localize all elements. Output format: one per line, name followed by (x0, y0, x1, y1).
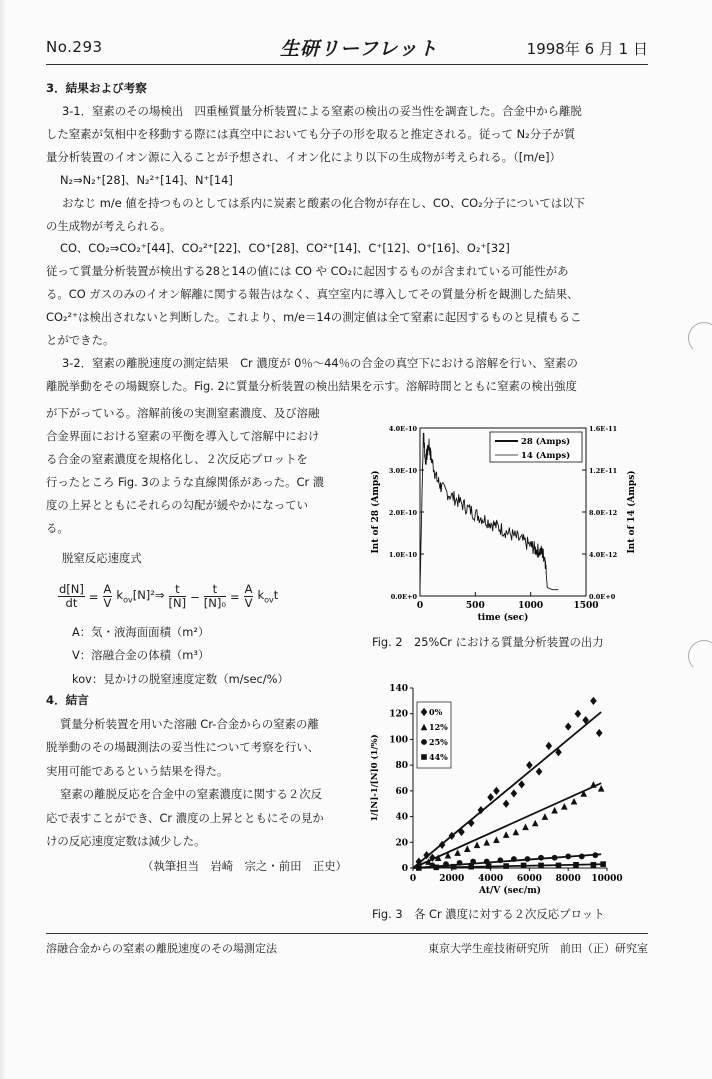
section-3-heading: 3．結果および考察 (46, 81, 147, 95)
y-tick-label: 20 (395, 838, 408, 849)
fit-line (413, 783, 601, 868)
y-tick-label: 80 (395, 761, 408, 772)
data-point-diamond (575, 710, 582, 718)
x-tick-label: 0 (409, 874, 417, 884)
data-point-diamond (546, 742, 553, 750)
x-tick-label: 500 (465, 601, 485, 611)
fig3-chart (365, 680, 645, 905)
y-tick-label: 140 (389, 684, 408, 694)
text-line: 従って質量分析装置が検出する28と14の値には CO や CO₂に起因するものが含まれている可能性があ (46, 264, 569, 279)
data-point-triangle (522, 824, 529, 831)
punch-hole-mark (688, 640, 712, 672)
data-point-diamond (526, 761, 533, 769)
y-tick-label: 0.0E+0 (390, 593, 417, 601)
text-line: A：気・液海面面積（m²） (72, 625, 210, 639)
text-line: 実用可能であるという結果を得た。 (46, 763, 229, 778)
y-tick-label: 40 (395, 812, 408, 823)
scan-edge (0, 0, 6, 1079)
x-tick-label: 2000 (439, 874, 465, 884)
x-tick-label: 6000 (516, 874, 542, 884)
data-point-triangle (542, 813, 549, 820)
data-point-diamond (590, 697, 597, 705)
authors: （執筆担当 岩崎 宗之・前田 正史） (142, 859, 348, 873)
footer-rule (46, 933, 648, 934)
legend-label: 44% (429, 752, 448, 762)
text-line: 3-1．窒素のその場検出 四重極質量分析装置による窒素の検出の妥当性を調査した。合金中から離脱 (62, 104, 582, 118)
text-line: る合金の窒素濃度を規格化し、２次反応プロットを (46, 451, 308, 466)
data-point-triangle (493, 836, 500, 843)
x-tick-label: 8000 (555, 874, 581, 884)
data-point-triangle (454, 849, 461, 856)
y-axis-label: 1/[N]-1/[N]0 (1/%) (370, 734, 380, 822)
data-point-diamond (493, 787, 500, 795)
data-point-diamond (503, 800, 510, 808)
legend-label-14: 14 (Amps) (521, 451, 571, 461)
legend-label: 12% (429, 722, 448, 732)
x-axis-label: At/V (sec/m) (479, 886, 541, 896)
rate-equation: $\frac{d[N]}{dt}$ = $\frac{A}{V}$ $k_{ov}[N]^2\Rightarrow$ $\frac{t}{[N]}$ − $\frac{t}{\text{[N]₀}}$ = $\frac{A}{V}$ $k_{ov}t$ (59, 582, 279, 610)
equation-title: 脱窒反応速度式 (62, 551, 142, 565)
y2-tick-label: 8.0E-12 (589, 509, 618, 517)
data-point-triangle (598, 785, 605, 792)
data-point-triangle (551, 807, 558, 814)
y-tick-label: 100 (389, 735, 408, 746)
issue-number: No.293 (46, 38, 103, 56)
legend-marker-square (421, 754, 427, 760)
text-line: CO₂²⁺は検出されないと判断した。これより、m/e＝14の測定値は全て窒素に起因するものと見積もるこ (46, 310, 582, 325)
data-point-diamond (596, 729, 603, 737)
x-tick-label: 1500 (573, 601, 599, 611)
y-tick-label: 1.0E-10 (388, 551, 417, 559)
data-point-triangle (464, 845, 471, 852)
y-tick-label: 2.0E-10 (388, 509, 417, 517)
data-point-triangle (483, 839, 490, 846)
fig2-caption: Fig. 2 25%Cr における質量分析装置の出力 (372, 635, 604, 649)
text-line: けの反応速度定数は減少した。 (46, 834, 206, 848)
data-point-triangle (474, 842, 481, 849)
data-point-diamond (487, 793, 494, 801)
data-point-diamond (511, 789, 518, 797)
data-point-diamond (565, 722, 572, 730)
fig2-chart (368, 418, 640, 633)
fig3-caption: Fig. 3 各 Cr 濃度に対する２次反応プロット (372, 907, 605, 921)
y-tick-label: 3.0E-10 (388, 467, 417, 475)
data-point-triangle (513, 829, 520, 836)
text-line: V：溶融合金の体積（m³） (72, 648, 210, 663)
text-line: 行ったところ Fig. 3のような直線関係があった。Cr 濃 (46, 474, 325, 489)
data-point-triangle (503, 831, 510, 838)
text-line: N₂⇒N₂⁺[28]、N₂²⁺[14]、N⁺[14] (60, 172, 233, 187)
x-tick-label: 10000 (591, 874, 623, 884)
text-line: の生成物が考えられる。 (46, 218, 172, 233)
y2-tick-label: 0.0E+0 (589, 593, 616, 601)
x-tick-label: 0 (416, 601, 424, 611)
text-line: した窒素が気相中を移動する際には真空中においても分子の形を取ると推定される。従って N₂分子が質 (46, 126, 576, 141)
text-line: る。CO ガスのみのイオン解離に関する報告はなく、真空室内に導入してその質量分析を観測した結果、 (46, 287, 579, 302)
legend-marker-circle (421, 739, 427, 745)
data-point-triangle (571, 798, 578, 805)
text-line: 脱挙動のその場観測法の妥当性について考察を行い、 (46, 740, 320, 755)
text-line: 合金界面における窒素の平衡を導入して溶解中におけ (46, 428, 320, 443)
x-tick-label: 1000 (518, 601, 544, 611)
y2-axis-label: Int of 14 (Amps) (627, 470, 637, 554)
text-line: る。 (46, 520, 69, 535)
data-point-triangle (532, 820, 539, 827)
x-tick-label: 4000 (478, 874, 504, 884)
newsletter-title: 生研リーフレット (280, 38, 439, 60)
x-axis-label: time (sec) (477, 613, 529, 623)
data-point-diamond (536, 767, 543, 775)
punch-hole-mark (688, 322, 712, 354)
legend-label: 25% (429, 737, 448, 747)
header-rule (46, 64, 648, 65)
y2-tick-label: 1.2E-11 (589, 467, 618, 475)
y-tick-label: 0 (401, 864, 408, 874)
legend-label: 0% (429, 707, 443, 717)
data-point-triangle (561, 803, 568, 810)
data-point-diamond (518, 780, 525, 788)
y-tick-label: 60 (395, 786, 408, 797)
legend-label-28: 28 (Amps) (521, 437, 571, 447)
section-4-heading: 4．結言 (46, 693, 89, 707)
text-line: kov：見かけの脱窒速度定数（m/sec/%） (72, 671, 289, 686)
text-line: とができた。 (46, 333, 115, 347)
text-line: が下がっている。溶解前後の実測窒素濃度、及び溶融 (46, 406, 320, 420)
text-line: 質量分析装置を用いた溶融 Cr-合金からの窒素の離 (60, 717, 319, 731)
text-line: 量分析装置のイオン源に入ることが予想され、イオン化により以下の生成物が考えられる。（[m/e]） (46, 149, 561, 164)
y-tick-label: 4.0E-10 (388, 425, 417, 433)
text-line: 窒素の離脱反応を合金中の窒素濃度に関する２次反 (60, 787, 322, 802)
text-line: 離脱挙動をその場観察した。Fig. 2に質量分析装置の検出結果を示す。溶解時間とともに窒素の検出強度 (46, 378, 577, 393)
footer-left: 溶融合金からの窒素の離脱速度のその場測定法 (46, 942, 277, 955)
footer-right: 東京大学生産技術研究所 前田（正）研究室 (428, 942, 648, 955)
y-tick-label: 120 (389, 709, 408, 720)
issue-date: 1998年 6 月 1 日 (526, 40, 648, 58)
text-line: 3-2．窒素の離脱速度の測定結果 Cr 濃度が 0％～44％の合金の真空下における溶解を行い、窒素の (62, 355, 578, 370)
y2-tick-label: 1.6E-11 (589, 425, 618, 433)
text-line: おなじ m/e 値を持つものとしては系内に炭素と酸素の化合物が存在し、CO、CO₂分子については以下 (62, 195, 585, 210)
y2-tick-label: 4.0E-12 (589, 551, 618, 559)
text-line: 応で表すことができ、Cr 濃度の上昇とともにその見か (46, 810, 324, 825)
y-axis-label: Int of 28 (Amps) (371, 470, 381, 554)
text-line: CO、CO₂⇒CO₂⁺[44]、CO₂²⁺[22]、CO⁺[28]、CO²⁺[14]、C⁺[12]、O⁺[16]、O₂⁺[32] (60, 241, 510, 256)
text-line: 度の上昇とともにそれらの勾配が緩やかになってい (46, 497, 308, 512)
